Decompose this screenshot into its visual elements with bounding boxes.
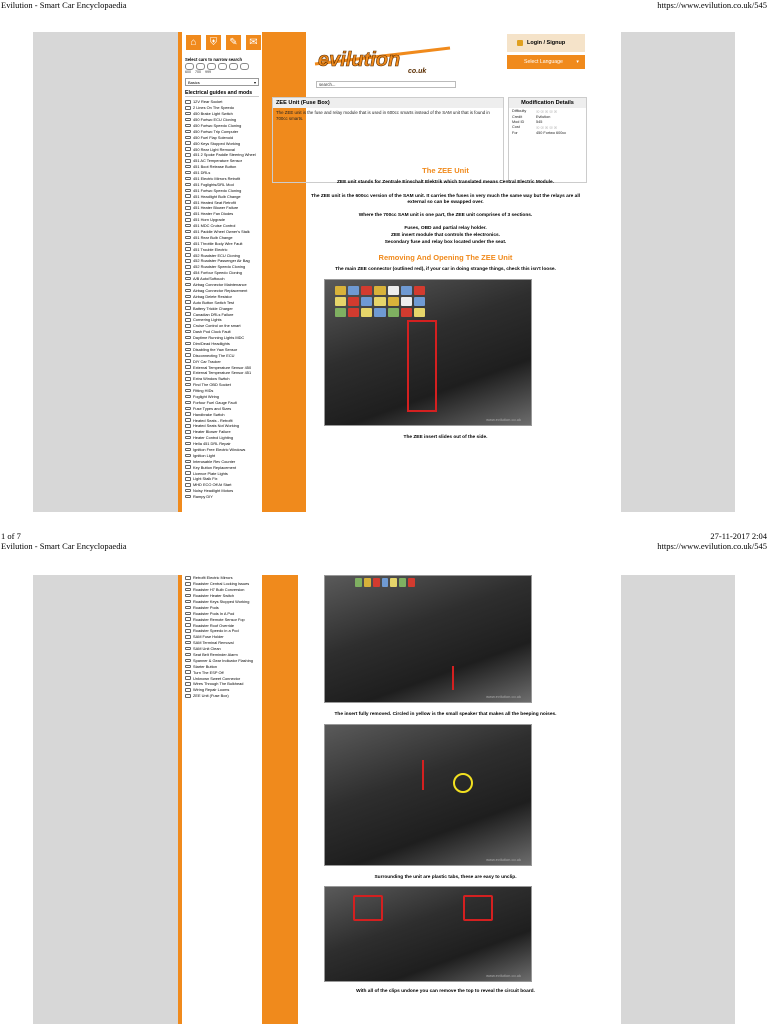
print-timestamp: 27-11-2017 2:04	[710, 531, 767, 541]
language-label: Select Language	[524, 59, 563, 65]
car-icon	[185, 259, 191, 263]
guide-link-label: A/B Auto/Softouch	[193, 276, 225, 282]
guide-link-label: Spanner & Gear Indicator Flashing	[193, 657, 253, 663]
car-icon	[185, 576, 191, 580]
car-icon	[185, 465, 191, 469]
paragraph: The main ZEE connector (outlined red), if your car in doing strange things, check this isn't loose.	[335, 267, 556, 272]
guide-link-label: 452 Roadster ECU Cloning	[193, 252, 240, 258]
guide-link-label: 450 Fortwo Trip Computer	[193, 128, 239, 134]
car-icon	[185, 312, 191, 316]
mod-row: Credit Evilution	[512, 114, 551, 119]
guide-link-label: Battery Trickle Charger	[193, 305, 233, 311]
car-icon	[185, 688, 191, 692]
watermark: www.evilution.co.uk	[486, 694, 521, 699]
guide-link-label: Heater Blower Failure	[193, 429, 231, 435]
car-icon[interactable]	[185, 63, 194, 70]
guide-link-label: 451 Boot Release Button	[193, 164, 237, 170]
guide-link-label: Seat Belt Reminder Alarm	[193, 652, 238, 658]
difficulty-icon: ☉☉☉☉☉	[536, 109, 559, 114]
sidebar-panel	[182, 32, 262, 512]
car-icon	[185, 359, 191, 363]
car-icon	[185, 212, 191, 216]
car-icon	[185, 424, 191, 428]
car-icon	[185, 189, 191, 193]
car-icon	[185, 454, 191, 458]
highlight-box	[463, 895, 493, 921]
summary-title: ZEE Unit (Fuse Box)	[273, 98, 503, 108]
car-icon	[185, 600, 191, 604]
car-icon	[185, 460, 191, 464]
guide-link-label: 450 Keys Stopped Working	[193, 140, 241, 146]
car-icon[interactable]	[229, 63, 238, 70]
guide-link-label: 451 MDC Cruise Control	[193, 223, 236, 229]
sidebar-panel	[182, 575, 262, 1024]
print-footer-1	[0, 531, 768, 541]
car-icon	[185, 277, 191, 281]
guide-link-label: 451 Fortwo Speedo Cloning	[193, 187, 242, 193]
car-icon	[185, 489, 191, 493]
guide-link-label: 450 Rear Light Removal	[193, 146, 235, 152]
section-title: Removing And Opening The ZEE Unit	[378, 253, 513, 262]
car-icon	[185, 236, 191, 240]
car-icon	[185, 130, 191, 134]
print-header-url: https://www.evilution.co.uk/545	[657, 541, 767, 551]
car-icon[interactable]	[207, 63, 216, 70]
guide-link[interactable]	[185, 258, 259, 264]
car-model-label: 600	[185, 70, 191, 74]
guide-link-label: SAM Unit Clean	[193, 646, 221, 652]
guide-link-label: 450 Fortwo Speedo Cloning	[193, 123, 242, 128]
car-icon	[185, 430, 191, 434]
shield-icon[interactable]: ⛨	[205, 34, 222, 51]
car-icon	[185, 588, 191, 592]
logo-text: evilution	[318, 49, 401, 71]
guide-link-label: Forfour Fuel Gauge Fault	[193, 399, 237, 405]
guide-link-label: Dim/Dead Headlights	[193, 340, 230, 346]
car-model-labels	[182, 70, 262, 74]
guide-link-label: Roadster Roof Override	[193, 622, 235, 628]
lock-icon	[517, 40, 523, 46]
car-icon	[185, 365, 191, 369]
car-icon	[185, 371, 191, 375]
logo-sub: co.uk	[408, 68, 427, 75]
select-cars-title: Select cars to narrow search	[185, 57, 243, 62]
guide-link-label: 451 Paddle Wheel Owner's Stalk	[193, 229, 250, 235]
car-icon	[185, 670, 191, 674]
car-icon	[185, 353, 191, 357]
guide-link-label: 450 Fuel Flap Solenoid	[193, 134, 234, 140]
guide-link-label: 451 Throttle Body Wire Fault	[193, 240, 243, 246]
guide-link-label: DIY Car Tracker	[193, 358, 221, 364]
guide-link-label: Airbag Delete Resistor	[193, 293, 232, 299]
car-icon[interactable]	[240, 63, 249, 70]
guide-link-label: Handbrake Switch	[193, 411, 225, 417]
cost-icon: ☉☉☉☉☉	[536, 126, 559, 131]
guide-link-label: Licence Plate Lights	[193, 470, 228, 476]
car-icon	[185, 676, 191, 680]
car-icon	[185, 147, 191, 151]
photo-caption: With all of the clips undone you can remove the top to reveal the circuit board.	[356, 989, 535, 994]
guide-link-label: 451 Heated Seat Retrofit	[193, 199, 236, 205]
highlight-box	[353, 895, 383, 921]
guide-link[interactable]	[185, 152, 259, 158]
guide-link-label: SAM Terminal Removal	[193, 640, 234, 646]
car-icon	[185, 183, 191, 187]
arrow-icon	[452, 666, 454, 690]
car-icon[interactable]	[196, 63, 205, 70]
car-icon	[185, 153, 191, 157]
guide-link[interactable]	[185, 229, 259, 235]
guide-link[interactable]	[185, 581, 259, 587]
car-icon	[185, 218, 191, 222]
mail-icon[interactable]: ✉	[245, 34, 262, 51]
car-icon	[185, 477, 191, 481]
car-icon	[185, 171, 191, 175]
print-header-1	[0, 0, 768, 10]
wrench-icon[interactable]: ✎	[225, 34, 242, 51]
paragraph: Where the 700cc SAM unit is one part, the ZEE unit comprises of 3 sections.	[358, 213, 533, 218]
car-icon	[185, 124, 191, 128]
guide-link[interactable]	[185, 599, 259, 605]
guide-link-label: 452 Roadster Passenger Air Bag	[193, 258, 250, 264]
guide-link-label: MHD ECO Off At Start	[193, 482, 232, 488]
mod-row: Mod ID 545	[512, 119, 543, 124]
car-icon	[185, 694, 191, 698]
watermark: www.evilution.co.uk	[486, 857, 521, 862]
guide-link[interactable]	[185, 370, 259, 376]
car-icon	[185, 606, 191, 610]
car-icon	[185, 324, 191, 328]
guide-link-label: Light Stalk Fix	[193, 476, 218, 482]
car-icon	[185, 682, 191, 686]
photo-caption: The ZEE insert slides out of the side.	[403, 435, 488, 440]
paragraph: Secondary fuse and relay box located under the seat.	[384, 240, 507, 245]
chevron-down-icon: ▾	[253, 80, 256, 85]
car-icon[interactable]	[218, 63, 227, 70]
chevron-down-icon: ▾	[576, 59, 579, 65]
car-icon	[185, 177, 191, 181]
car-icon	[185, 118, 191, 122]
guide-link-label: Roadster Speedo in a Pod	[193, 628, 239, 634]
guide-link-label: Noisy Headlight Motors	[193, 488, 234, 494]
guide-link-label: Roadster H7 Bulb Conversion	[193, 587, 245, 593]
guide-link-label: Turn The ESP Off	[193, 669, 224, 675]
photo-caption: The insert fully removed. Circled in yellow is the small speaker that makes all the beeping noises.	[334, 712, 557, 717]
car-icon	[185, 582, 191, 586]
arrow-icon	[422, 760, 424, 790]
guides-heading: Electrical guides and mods	[185, 90, 259, 97]
guide-link-label: Fitting HIDs	[193, 388, 214, 394]
guide-link-label: 451 Heater Fan Diodes	[193, 211, 234, 217]
car-icon	[185, 265, 191, 269]
guide-link-label: Canadian DRLs Failure	[193, 311, 234, 317]
guide-link-label: Rampy DIY	[193, 494, 213, 500]
guide-link-label: Find The OBD Socket	[193, 382, 231, 388]
car-icon	[185, 100, 191, 104]
guide-link-label: Heated Seats Not Working	[193, 423, 239, 429]
car-icon	[185, 200, 191, 204]
car-icon	[185, 283, 191, 287]
sidebar	[178, 575, 298, 1024]
car-icon	[185, 194, 191, 198]
guide-link-label: 451 Trouble Electric	[193, 246, 228, 252]
guide-link[interactable]	[185, 364, 259, 370]
home-icon[interactable]: ⌂	[185, 34, 202, 51]
guide-link-label: Roadster Keys Stopped Working	[193, 599, 250, 604]
icon-bar	[182, 34, 266, 56]
photo-speaker	[324, 724, 532, 866]
car-icon	[185, 418, 191, 422]
guide-link-label: Daytime Running Lights MDC	[193, 335, 245, 341]
guide-link-label: 451 Foglights/DRL Mod	[193, 181, 234, 187]
guide-link-label: SAM Fuse Holder	[193, 634, 224, 640]
car-icon	[185, 395, 191, 399]
guide-link-label: Starter Button	[193, 663, 218, 669]
guide-link-label: 450 Brake Light Switch	[193, 111, 233, 117]
site-logo[interactable]	[310, 42, 455, 76]
car-icon	[185, 448, 191, 452]
car-icon	[185, 106, 191, 110]
paragraph: ZEE unit stands for Zentrale Einschalt Elektrik which translated means Central Electric Module.	[337, 180, 554, 185]
guide-list	[182, 99, 262, 500]
mod-row: Difficulty ☉☉☉☉☉	[512, 108, 559, 114]
car-icon	[185, 629, 191, 633]
car-icon	[185, 300, 191, 304]
guide-link-label: External Temperature Sensor 450	[193, 364, 252, 370]
fuse-row	[335, 286, 425, 317]
car-icon	[185, 623, 191, 627]
guide-link-label: 2 Lines On The Speedo	[193, 105, 235, 111]
car-filter-icons	[182, 63, 262, 70]
mod-details-title: Modification Details	[509, 98, 586, 108]
car-icon	[185, 483, 191, 487]
car-icon	[185, 389, 191, 393]
car-icon	[185, 617, 191, 621]
print-header-title: Evilution - Smart Car Encyclopaedia	[1, 0, 127, 10]
car-icon	[185, 206, 191, 210]
guide-link-label: Roadster Remote Sensor Fop	[193, 616, 245, 622]
guide-link-label: 451 Rear Bulb Change	[193, 234, 233, 240]
guide-link-label: 451 Heater Blower Failure	[193, 205, 239, 211]
car-icon	[185, 436, 191, 440]
category-select-value: Basics	[188, 80, 200, 85]
car-icon	[185, 306, 191, 310]
guide-link-label: Cornering Lights	[193, 317, 222, 323]
guide-link-label: Unknown Sweet Connector	[193, 675, 241, 681]
car-icon	[185, 495, 191, 499]
guide-link-label: Heated Seats - Retrofit	[193, 417, 233, 423]
car-icon	[185, 659, 191, 663]
guide-link-label: Disconnecting The ECU	[193, 352, 235, 358]
paragraph: ZEE insert module that controls the electronics.	[390, 233, 501, 238]
fuse-row	[355, 578, 415, 587]
car-icon	[185, 336, 191, 340]
car-icon	[185, 641, 191, 645]
guide-link-label: Retrofit Electric Mirrors	[193, 575, 233, 581]
guide-link-label: 454 Forfour Speedo Cloning	[193, 270, 242, 276]
car-icon	[185, 407, 191, 411]
guide-link-label: Roadster Pods In A Pod	[193, 610, 235, 616]
guide-link[interactable]	[185, 657, 259, 663]
guide-link-label: 451 DRLs	[193, 170, 211, 176]
login-label: Login / Signup	[527, 40, 566, 46]
guide-link-label: Wires Through The Bulkhead	[193, 681, 244, 687]
car-icon	[185, 635, 191, 639]
car-icon	[185, 330, 191, 334]
paragraph: The ZEE unit is the 600cc version of the SAM unit. It carries the fuses in very much the same way but the relays are all external so can be swapped over.	[311, 194, 580, 206]
search-placeholder: search...	[319, 82, 336, 87]
car-icon	[185, 647, 191, 651]
car-icon	[185, 401, 191, 405]
category-select[interactable]	[185, 78, 259, 86]
login-button[interactable]	[507, 34, 585, 52]
section-title: The ZEE Unit	[422, 166, 469, 175]
car-model-label: 999	[205, 70, 211, 74]
print-header-2	[0, 541, 768, 551]
guide-link-label: 452 Roadster Speedo Cloning	[193, 264, 246, 270]
guide-link[interactable]	[185, 494, 259, 500]
language-select[interactable]	[507, 55, 585, 69]
car-icon	[185, 383, 191, 387]
guide-link-label: 451 AC Temperature Sensor	[193, 158, 243, 164]
car-icon	[185, 594, 191, 598]
guide-link-label: Extra Window Switch	[193, 376, 230, 382]
mod-row: Cost ☉☉☉☉☉	[512, 125, 559, 131]
car-icon	[185, 471, 191, 475]
guide-link-label: 451 2 Spoke Paddle Steering Wheel	[193, 152, 256, 158]
guide-link[interactable]	[185, 693, 259, 699]
photo-caption: Surrounding the unit are plastic tabs, these are easy to unclip.	[374, 875, 517, 880]
car-icon	[185, 165, 191, 169]
watermark: www.evilution.co.uk	[486, 973, 521, 978]
car-icon	[185, 665, 191, 669]
guide-link-label: Disabling the Yaw Sensor	[193, 346, 238, 352]
mod-row: For 450 Fortwo 600cc	[512, 131, 567, 136]
guide-link-label: 451 Electric Mirrors Retrofit	[193, 176, 241, 182]
guide-link-label: Ignition Light	[193, 452, 216, 458]
car-icon	[185, 348, 191, 352]
watermark: www.evilution.co.uk	[486, 417, 521, 422]
car-icon	[185, 247, 191, 251]
guide-link-label: Hella 451 DRL Repair	[193, 441, 231, 447]
car-icon	[185, 224, 191, 228]
guide-link-label: 12V Rear Socket	[193, 99, 223, 105]
car-icon	[185, 412, 191, 416]
page-sheet-2	[33, 575, 735, 1024]
car-icon	[185, 318, 191, 322]
guide-link-label: ZEE Unit (Fuse Box)	[193, 693, 229, 699]
guide-link-label: Dash Pod Clock Fault	[193, 329, 231, 335]
search-input[interactable]	[316, 81, 456, 88]
car-model-label: 700	[195, 70, 201, 74]
photo-plastic-tabs	[324, 886, 532, 982]
car-icon	[185, 159, 191, 163]
car-icon	[185, 253, 191, 257]
guide-link-label: Roadster Pods	[193, 604, 219, 610]
car-icon	[185, 612, 191, 616]
guide-link-label: Airbag Connector Replacement	[193, 287, 248, 293]
guide-link-label: 450 Fortwo ECU Cloning	[193, 117, 237, 123]
car-icon	[185, 442, 191, 446]
car-icon	[185, 271, 191, 275]
print-header-title: Evilution - Smart Car Encyclopaedia	[1, 541, 127, 551]
car-icon	[185, 230, 191, 234]
guide-link-label: Heater Control Lighting	[193, 435, 234, 441]
guide-link-label: External Temperature Sensor 451	[193, 370, 252, 376]
car-icon	[185, 136, 191, 140]
car-icon	[185, 295, 191, 299]
guide-link-label: Auto Button Switch Test	[193, 299, 235, 305]
car-icon	[185, 377, 191, 381]
guide-link-label: Foglight Wiring	[193, 393, 219, 399]
car-icon	[185, 141, 191, 145]
car-icon	[185, 342, 191, 346]
page-sheet-1	[33, 32, 735, 512]
guide-link-label: Wiring Repair Looms	[193, 687, 230, 693]
car-icon	[185, 112, 191, 116]
guide-link-label: 451 Headlight Bulb Change	[193, 193, 241, 199]
guide-link-label: 451 Horn Upgrade	[193, 217, 226, 223]
car-icon	[185, 242, 191, 246]
page-number: 1 of 7	[1, 531, 21, 541]
photo-insert-removed	[324, 575, 532, 703]
guide-link-label: Roadster Heater Switch	[193, 593, 235, 599]
guide-link-label: Key Button Replacement	[193, 464, 237, 470]
guide-link-label: Interusable Rev Counter	[193, 458, 236, 464]
guide-link-label: Fuse Types and Sizes	[193, 405, 232, 411]
guide-link-label: Ignition Free Electric Windows	[193, 446, 246, 452]
guide-link-label: Roadster Central Locking Issues	[193, 581, 250, 587]
summary-text: The ZEE unit is the fuse and relay module that is used in 600cc smarts instead of the SAM unit that is found in 700cc smarts.	[276, 110, 490, 121]
photo-zee-connector	[324, 279, 532, 426]
guide-list	[182, 575, 262, 699]
car-icon	[185, 289, 191, 293]
print-header-url: https://www.evilution.co.uk/545	[657, 0, 767, 10]
paragraph: Fuses, OBD and partial relay holder.	[404, 226, 487, 231]
guide-link-label: Cruise Control on the smart	[193, 323, 241, 329]
guide-link-label: Airbag Connector Maintenance	[193, 282, 247, 288]
highlight-box	[407, 320, 437, 412]
car-icon	[185, 653, 191, 657]
highlight-circle	[453, 773, 473, 793]
